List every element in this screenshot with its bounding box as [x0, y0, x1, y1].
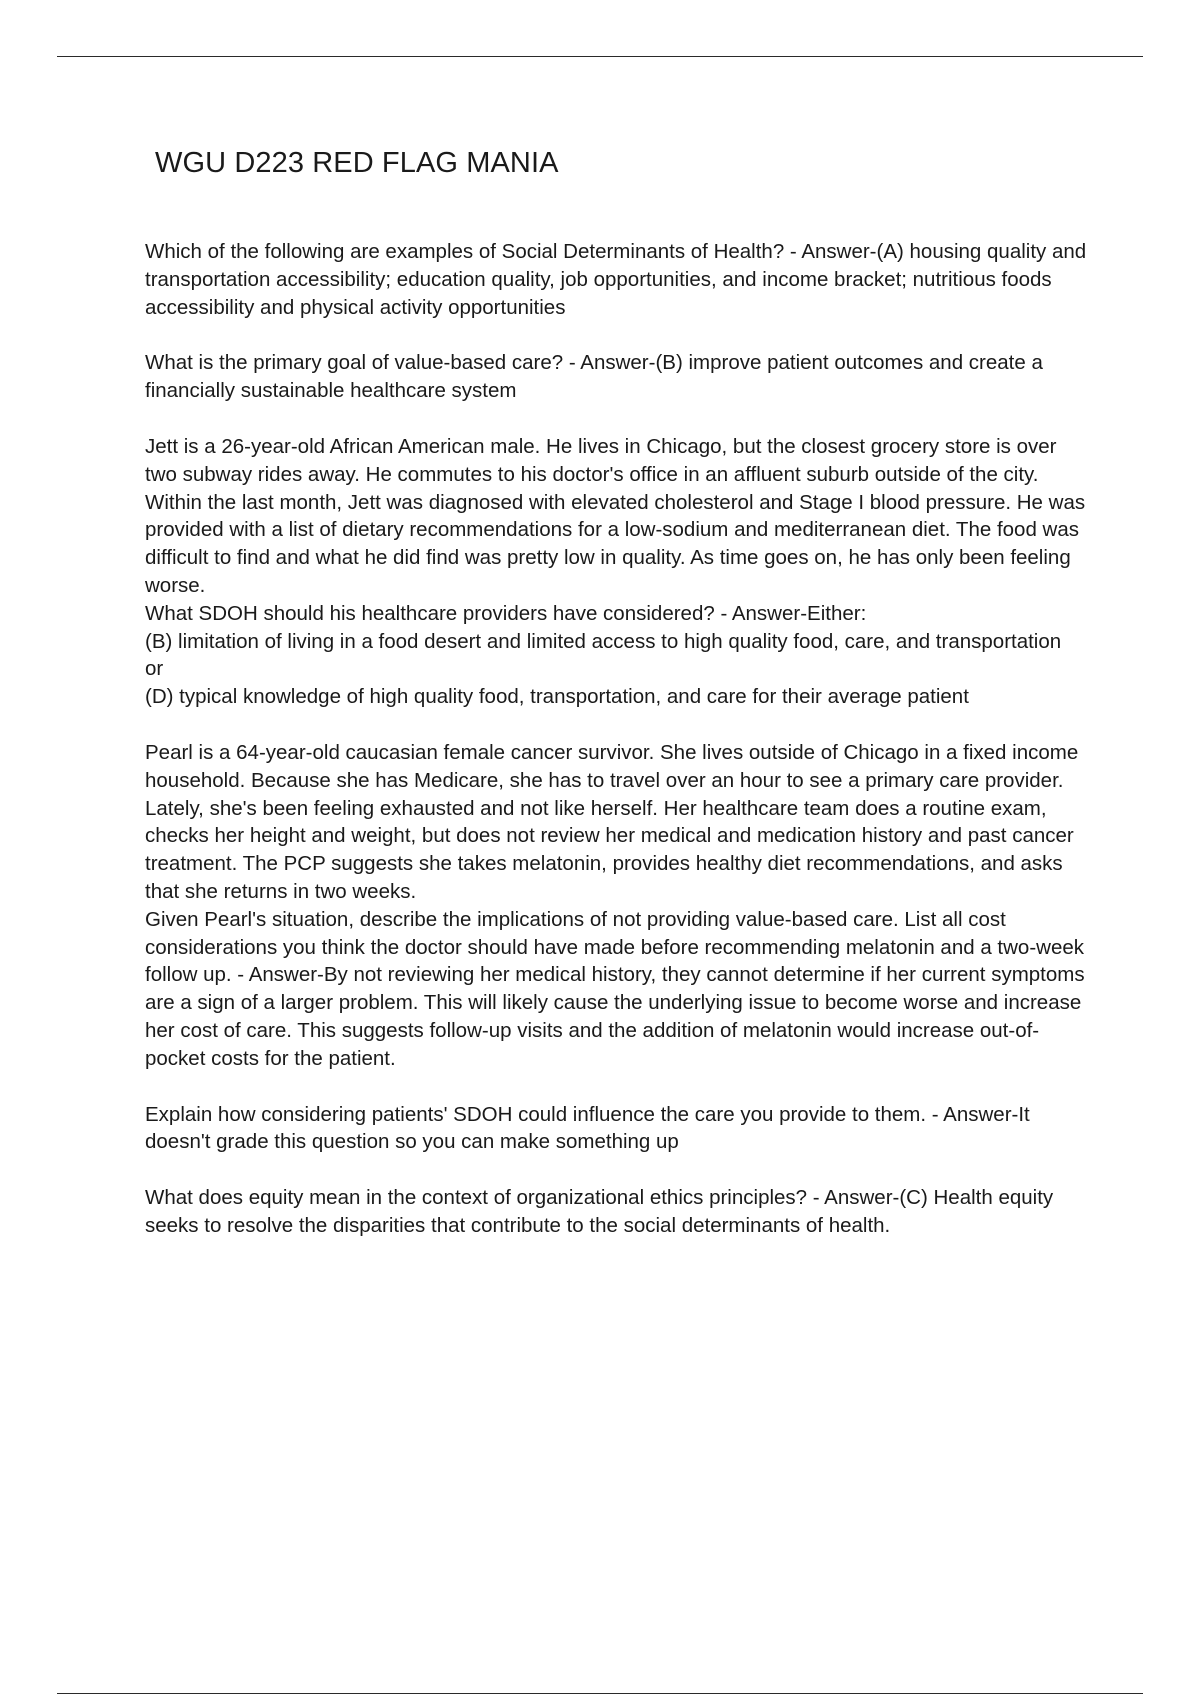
qa-entry-equity	[145, 1184, 1090, 1240]
case-scenario: Jett is a 26-year-old African American male. He lives in Chicago, but the closest grocery store is over two subway rides away. He commutes to his doctor's office in an affluent suburb outside of the city. Within the last month, Jett was diagnosed with elevated cholesterol and Stage I blood pressure. He was provided with a list of dietary recommendations for a low-sodium and mediterranean diet. The food was difficult to find and what he did find was pretty low in quality. As time goes on, he has only been feeling worse.	[145, 434, 1086, 597]
qa-entry-value-based-care	[145, 349, 1090, 405]
document-body	[145, 238, 1090, 1268]
bottom-divider	[57, 1693, 1143, 1694]
qa-entry-jett-case	[145, 433, 1090, 711]
answer-option-b: (B) limitation of living in a food desert and limited access to high quality food, care, and transportation	[145, 629, 1062, 653]
qa-entry-pearl-case	[145, 739, 1090, 1073]
case-question: What SDOH should his healthcare providers have considered? - Answer-Either:	[145, 601, 867, 625]
entry-text: Which of the following are examples of Social Determinants of Health? - Answer-(A) housing quality and transportation accessibility; education quality, job opportunities, and income bracket; nutritious foods accessibility and physical activity opportunities	[145, 240, 1087, 319]
entry-text: What does equity mean in the context of organizational ethics principles? - Answer-(C) Health equity seeks to resolve the disparities that contribute to the social determinants of health.	[145, 1186, 1054, 1237]
document-title: WGU D223 RED FLAG MANIA	[155, 147, 559, 179]
entry-text: What is the primary goal of value-based care? - Answer-(B) improve patient outcomes and create a financially sustainable healthcare system	[145, 351, 1043, 403]
answer-separator: or	[145, 657, 164, 681]
case-question-answer: Given Pearl's situation, describe the implications of not providing value-based care. List all cost considerations you think the doctor should have made before recommending melatonin and a two-week follow up. - Answer-By not reviewing her medical history, they cannot determine if her current symptoms are a sign of a larger problem. This will likely cause the underlying issue to become worse and increase her cost of care. This suggests follow-up visits and the addition of melatonin would increase out-of-pocket costs for the patient.	[145, 907, 1085, 1070]
entry-text: Explain how considering patients' SDOH could influence the care you provide to them. - Answer-It doesn't grade this question so you can make something up	[145, 1102, 1030, 1154]
qa-entry-sdoh-influence	[145, 1101, 1090, 1157]
top-divider	[57, 56, 1143, 57]
case-scenario: Pearl is a 64-year-old caucasian female cancer survivor. She lives outside of Chicago in a fixed income household. Because she has Medicare, she has to travel over an hour to see a primary care provider. Lately, she's been feeling exhausted and not like herself. Her healthcare team does a routine exam, checks her height and weight, but does not review her medical and medication history and past cancer treatment. The PCP suggests she takes melatonin, provides healthy diet recommendations, and asks that she returns in two weeks.	[145, 740, 1079, 903]
qa-entry-social-determinants	[145, 238, 1090, 321]
answer-option-d: (D) typical knowledge of high quality food, transportation, and care for their average patient	[145, 685, 969, 709]
